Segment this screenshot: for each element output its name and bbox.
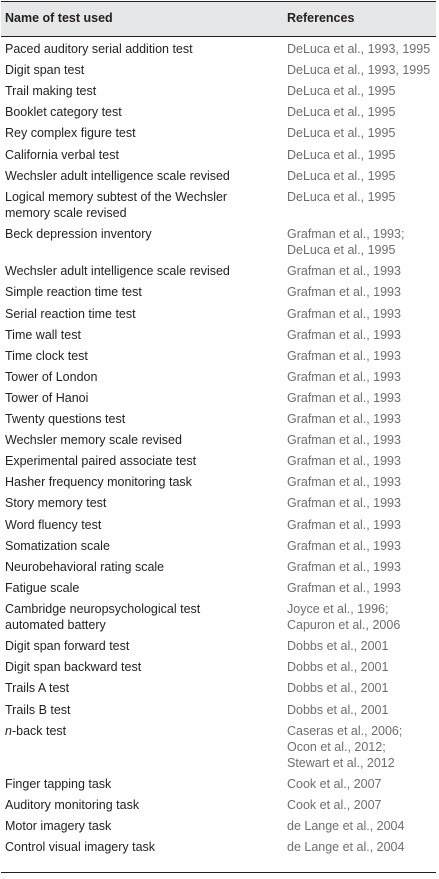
test-name-text: Control visual imagery task	[5, 840, 156, 855]
test-name-cell	[5, 776, 111, 792]
test-name-text: Twenty questions test	[5, 412, 126, 426]
reference-text: DeLuca et al., 1995	[287, 189, 396, 204]
test-name-text: automated battery	[5, 618, 106, 633]
reference-cell	[287, 601, 400, 633]
test-name-cell	[5, 41, 193, 57]
reference-text: Dobbs et al., 2001	[287, 639, 389, 654]
reference-cell	[287, 226, 404, 258]
reference-text: DeLuca et al., 1993, 1995	[287, 42, 431, 56]
test-name-text: Wechsler adult intelligence scale revised	[5, 264, 230, 279]
reference-cell	[287, 411, 401, 427]
test-name-text: Story memory test	[5, 496, 107, 511]
reference-text: Grafman et al., 1993	[287, 412, 401, 426]
test-name-text: Finger tapping task	[5, 777, 112, 792]
test-name-text: Logical memory subtest of the Wechsler	[5, 189, 228, 204]
reference-text: Cook et al., 2007	[287, 798, 382, 813]
reference-text: Grafman et al., 1993	[287, 496, 401, 511]
test-name-cell	[5, 702, 71, 718]
test-name-cell	[5, 189, 227, 221]
reference-text: DeLuca et al., 1995	[287, 147, 396, 162]
reference-text: Grafman et al., 1993	[287, 559, 401, 574]
reference-cell	[287, 776, 382, 792]
test-name-cell	[5, 453, 196, 469]
test-name-cell	[5, 327, 81, 343]
reference-cell	[287, 125, 395, 141]
reference-cell	[287, 580, 401, 596]
test-name-cell	[5, 284, 142, 300]
reference-text: Grafman et al., 1993	[287, 264, 401, 279]
reference-text: Grafman et al., 1993	[287, 348, 401, 363]
reference-cell	[287, 306, 401, 322]
test-name-cell	[5, 369, 97, 385]
reference-cell	[287, 284, 401, 300]
test-name-text: Somatization scale	[5, 538, 110, 553]
reference-text: DeLuca et al., 1995	[287, 84, 396, 99]
test-name-text: Trails B test	[5, 702, 71, 717]
reference-text: Grafman et al., 1993	[287, 369, 401, 384]
test-name-cell	[5, 168, 230, 184]
reference-text: DeLuca et al., 1995	[287, 243, 396, 258]
header-references: References	[287, 11, 355, 25]
reference-text: Grafman et al., 1993	[287, 475, 401, 490]
reference-cell	[287, 638, 388, 654]
test-name-cell	[5, 474, 192, 490]
test-name-cell	[5, 348, 88, 364]
reference-cell	[287, 723, 402, 772]
reference-text: DeLuca et al., 1995	[287, 168, 396, 183]
reference-cell	[287, 702, 388, 718]
reference-text: Grafman et al., 1993	[287, 327, 401, 342]
test-name-text: Hasher frequency monitoring task	[5, 475, 192, 490]
reference-text: Dobbs et al., 2001	[287, 660, 389, 675]
test-name-text: Motor imagery task	[5, 819, 112, 834]
test-name-cell	[5, 580, 79, 596]
reference-text: Grafman et al., 1993	[287, 454, 401, 469]
test-name-cell	[5, 538, 110, 554]
test-name-cell	[5, 411, 125, 427]
reference-cell	[287, 818, 404, 834]
test-name-cell	[5, 226, 152, 242]
test-name-text: Cambridge neuropsychological test	[5, 601, 201, 616]
test-name-cell	[5, 601, 200, 633]
reference-cell	[287, 797, 382, 813]
test-name-text: Rey complex figure test	[5, 126, 136, 141]
reference-cell	[287, 369, 401, 385]
reference-text: Stewart et al., 2012	[287, 756, 395, 770]
reference-cell	[287, 168, 395, 184]
reference-cell	[287, 41, 430, 57]
test-name-text: Digit span test	[5, 63, 85, 78]
test-name-cell	[5, 306, 136, 322]
reference-text: Grafman et al., 1993	[287, 285, 401, 300]
reference-cell	[287, 390, 401, 406]
reference-cell	[287, 432, 401, 448]
test-name-text: Time clock test	[5, 348, 88, 363]
test-name-text: Trail making test	[5, 84, 97, 99]
test-name-cell	[5, 559, 164, 575]
reference-cell	[287, 659, 388, 675]
test-name-cell	[5, 495, 106, 511]
test-name-text: Time wall test	[5, 327, 81, 342]
test-name-text: Serial reaction time test	[5, 306, 136, 321]
test-name-text: Experimental paired associate test	[5, 454, 197, 469]
reference-cell	[287, 538, 401, 554]
test-name-cell	[5, 659, 141, 675]
reference-text: Grafman et al., 1993	[287, 306, 401, 321]
test-name-cell	[5, 517, 101, 533]
test-name-text: Fatigue scale	[5, 580, 80, 595]
test-name-cell	[5, 125, 136, 141]
reference-text: Grafman et al., 1993	[287, 517, 401, 532]
test-name-text: Trails A test	[5, 681, 70, 696]
test-name-text: n-back test	[5, 723, 67, 738]
test-name-text: Neurobehavioral rating scale	[5, 559, 165, 574]
reference-text: Capuron et al., 2006	[287, 618, 401, 633]
bottom-rule	[1, 872, 436, 873]
reference-cell	[287, 263, 401, 279]
header-test-name: Name of test used	[5, 11, 113, 25]
reference-text: Dobbs et al., 2001	[287, 702, 389, 717]
test-name-cell	[5, 680, 69, 696]
reference-text: Ocon et al., 2012;	[287, 739, 386, 754]
reference-text: Dobbs et al., 2001	[287, 681, 389, 696]
test-name-text: Simple reaction time test	[5, 285, 142, 300]
reference-cell	[287, 474, 401, 490]
reference-text: de Lange et al., 2004	[287, 819, 405, 834]
test-name-cell	[5, 723, 66, 739]
test-name-cell	[5, 104, 122, 120]
reference-cell	[287, 83, 395, 99]
test-name-cell	[5, 839, 155, 855]
reference-cell	[287, 104, 395, 120]
test-name-text: California verbal test	[5, 147, 119, 162]
test-name-cell	[5, 818, 111, 834]
test-name-cell	[5, 797, 139, 813]
test-name-text: Tower of Hanoi	[5, 390, 89, 405]
reference-text: Caseras et al., 2006;	[287, 723, 403, 738]
reference-cell	[287, 495, 401, 511]
reference-cell	[287, 62, 430, 78]
reference-text: Grafman et al., 1993	[287, 580, 401, 595]
reference-text: Cook et al., 2007	[287, 777, 382, 792]
reference-text: Grafman et al., 1993	[287, 433, 401, 448]
table-header	[1, 2, 436, 37]
reference-text: DeLuca et al., 1995	[287, 126, 396, 141]
reference-cell	[287, 680, 388, 696]
test-name-text: Digit span forward test	[5, 639, 130, 654]
reference-cell	[287, 453, 401, 469]
reference-text: Grafman et al., 1993	[287, 538, 401, 553]
reference-cell	[287, 839, 404, 855]
reference-text: de Lange et al., 2004	[287, 840, 405, 855]
reference-text: Grafman et al., 1993	[287, 390, 401, 405]
reference-text: DeLuca et al., 1995	[287, 105, 396, 120]
test-name-text: Auditory monitoring task	[5, 798, 140, 813]
test-name-cell	[5, 147, 119, 163]
test-name-text: Booklet category test	[5, 105, 122, 120]
reference-cell	[287, 517, 401, 533]
reference-cell	[287, 327, 401, 343]
test-references-table	[1, 1, 438, 877]
test-name-text: Tower of London	[5, 369, 98, 384]
reference-text: Joyce et al., 1996;	[287, 601, 389, 616]
test-name-cell	[5, 83, 96, 99]
reference-cell	[287, 189, 395, 205]
test-name-text: Word fluency test	[5, 517, 102, 532]
reference-cell	[287, 348, 401, 364]
test-name-text: Digit span backward test	[5, 660, 142, 675]
reference-text: DeLuca et al., 1993, 1995	[287, 63, 431, 78]
test-name-text: Paced auditory serial addition test	[5, 42, 193, 56]
test-name-text: memory scale revised	[5, 205, 127, 220]
test-name-cell	[5, 263, 230, 279]
test-name-cell	[5, 432, 182, 448]
test-name-text: Wechsler memory scale revised	[5, 433, 182, 448]
test-name-text: Beck depression inventory	[5, 227, 152, 241]
test-name-cell	[5, 638, 129, 654]
test-name-cell	[5, 390, 88, 406]
reference-cell	[287, 147, 395, 163]
reference-cell	[287, 559, 401, 575]
test-name-text: Wechsler adult intelligence scale revised	[5, 168, 230, 183]
reference-text: Grafman et al., 1993;	[287, 227, 405, 241]
test-name-cell	[5, 62, 84, 78]
